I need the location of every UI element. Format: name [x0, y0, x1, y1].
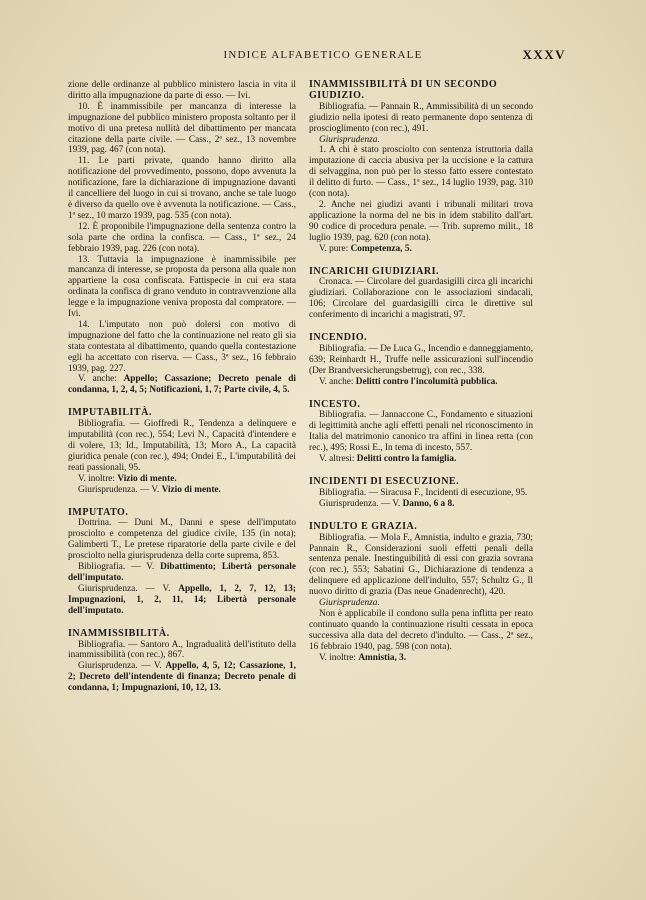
see-also-refs: Delitti contro l'incolumità pubblica.	[355, 376, 498, 387]
entry-text: 1. A chi è stato prosciolto con sentenza istruttoria dalla imputazione di caccia abusiva per la uccisione e la cattura di selvaggina, non può per lo stesso fatto essere contestato il delitto di furto. — Cass., 1ª sez., 14 luglio 1939, pag. 310 (con nota).	[309, 145, 533, 200]
entry-text: 2. Anche nei giudizi avanti i tribunali militari trova applicazione la norma del ne bis in idem stabilito dall'art. 90 codice di procedura penale. — Trib. supremo milit., 18 luglio 1939, pag. 620 (con nota).	[309, 199, 533, 243]
section-incidenti-esecuzione	[309, 477, 533, 510]
section-incendio	[309, 333, 533, 388]
jurisprudence-label: Giurisprudenza.	[319, 134, 380, 145]
jurisprudence	[68, 485, 296, 496]
running-title: INDICE ALFABETICO GENERALE	[223, 49, 423, 61]
bibliography: Bibliografia. — Pannain R., Ammissibilità di un secondo giudizio nella ipotesi di reato permanente dopo sentenza di proscioglimento (con rec.), 491.	[309, 101, 533, 134]
see-also-refs: Appello; Cassazione; Decreto penale di condanna, 1, 2, 4, 5; Notificazioni, 1, 7; Parte civile, 4, 5.	[68, 374, 296, 396]
bibliography: Bibliografia. — Mola F., Amnistia, indulto e grazia, 730; Pannain R., Considerazioni suoli effetti penali della sentenza penale. Inestinguibilità di essi con grazia sovrana (con rec.), 553; Sabatini G., Dichiarazione di tendenza a delinquere ed applicazione dell'indulto, 557; Schultz G., Il nuovo diritto di grazia (Das neue Gnadenrecht), 420.	[309, 532, 533, 598]
section-heading: INAMMISSIBILITÀ.	[68, 627, 170, 639]
entry-text: 14. L'imputato non può dolersi con motivo di impugnazione del fatto che la continuazione nel reato gli sia stata contestata al dibattimento, quando quella contestazione egli ha accettato con riserva. — Cass., 3ª sez., 16 febbraio 1939, pag. 227.	[68, 319, 296, 374]
bibliography: Bibliografia. — Jannaccone C., Fondamento e situazioni di legittimità anche agli effetti penali nel riconoscimento in Italia del matrimonio canonico tra affini in linea retta (con rec.), 495; Rossi E., In tema di incesto, 557.	[309, 410, 533, 454]
entry-text: 11. Le parti private, quando hanno diritto alla notificazione del provvedimento, possono, dopo avvenuta la notificazione, fare la dichiarazione di impugnazione davanti il cancelliere del luogo in cui si trovano, anche se tale luogo è diverso da quello ove è avvenuta la notificazione. — Cass., 1ª sez., 10 marzo 1939, pag. 535 (con nota).	[68, 156, 296, 221]
section-heading: INCARICHI GIUDIZIARI.	[309, 265, 439, 277]
jurisprudence-label: Giurisprudenza. — V.	[319, 498, 403, 509]
bibliography-label: Bibliografia. — V.	[78, 562, 161, 573]
entry-text: 13. Tuttavia la impugnazione è inammissibile per mancanza di interesse, se proposta da persona alla quale non appartiene la cosa confiscata. Fattispecie in cui era stata ordinata la confisca di grano venduto in contravvenzione alla legge e la impugnazione veniva proposta dal compratore. — Ivi.	[68, 254, 296, 320]
jurisprudence	[309, 499, 533, 510]
see-also-refs: Amnistia, 3.	[358, 652, 407, 663]
right-column	[309, 80, 533, 664]
entry-text: Non è applicabile il condono sulla pena inflitta per reato continuato quando la continuazione risulti cessata in epoca successiva alla data del decreto d'indulto. — Cass., 2ª sez., 16 febbraio 1940, pag. 598 (con nota).	[309, 608, 533, 652]
left-column	[68, 80, 296, 694]
section-heading: INCENDIO.	[309, 332, 368, 344]
entry-text: 12. È proponibile l'impugnazione della sentenza contro la sola parte che ordina la confisca. — Cass., 1ª sez., 24 febbraio 1939, pag. 226 (con nota).	[68, 221, 296, 254]
bibliography-refs: Dibattimento; Libertà personale dell'imputato.	[68, 562, 296, 583]
jurisprudence	[68, 661, 296, 694]
bibliography: Bibliografia. — Gioffredi R., Tendenza a delinquere e imputabilità (con rec.), 554; Levi N., Capacità d'intendere e di volere, 13; Id., Imputabilità, 13; Moro A., La capacità giuridica penale (con rec.), 494; Ondei E., L'imputabilità dei reati passionali, 95.	[68, 419, 296, 473]
jurisprudence-refs: Vizio di mente.	[161, 484, 221, 495]
see-also	[309, 454, 533, 465]
section-heading: INAMMISSIBILITÀ DI UN SECONDO GIUDIZIO.	[309, 79, 498, 101]
bibliography: Bibliografia. — De Luca G., Incendio e danneggiamento, 639; Reinhardt H., Truffe nelle assicurazioni sull'incendio (Der Brandversicherungsbetrug), con rec., 338.	[309, 343, 534, 376]
section-imputato	[68, 508, 296, 617]
jurisprudence-refs: Danno, 6 a 8.	[402, 498, 455, 509]
see-also	[309, 244, 533, 255]
section-heading: INCIDENTI DI ESECUZIONE.	[309, 476, 460, 487]
see-also-label: V. inoltre:	[319, 652, 359, 663]
section-heading: INCESTO.	[309, 398, 361, 410]
page-number: XXXV	[522, 47, 566, 62]
see-also	[68, 374, 296, 396]
section-incarichi-giudiziari	[309, 267, 533, 322]
see-also-label: V. pure:	[319, 243, 351, 254]
see-also	[68, 474, 296, 485]
see-also	[309, 377, 533, 388]
see-also-refs: Delitti contro la famiglia.	[356, 454, 457, 465]
see-also	[309, 653, 533, 664]
chronicle: Cronaca. — Circolare del guardasigilli circa gli incarichi giudiziari. Collaborazione con le associazioni sindacali, 106; Circolare del guardasigilli circa le direttive sul conferimento di incarichi a magistrati, 97.	[309, 277, 533, 321]
section-heading: INDULTO E GRAZIA.	[309, 520, 418, 532]
section-inammissibilita-secondo-giudizio	[309, 80, 533, 255]
see-also-label: V. anche:	[319, 376, 356, 387]
see-also-label: V. altresì:	[319, 454, 357, 465]
jurisprudence-label: Giurisprudenza. — V.	[78, 583, 179, 594]
bibliography	[68, 562, 296, 584]
jurisprudence-refs: Appello, 4, 5, 12; Cassazione, 1, 2; Decreto dell'intendente di finanza; Decreto penale di condanna, 1; Impugnazioni, 10, 12, 13.	[68, 661, 297, 694]
see-also-label: V. inoltre:	[78, 473, 118, 484]
jurisprudence-refs: Appello, 1, 2, 7, 12, 13; Impugnazioni, 1, 2, 11, 14; Libertà personale dell'imputato.	[68, 583, 296, 616]
section-indulto-grazia	[309, 522, 533, 664]
section-incesto	[309, 400, 533, 465]
bibliography: Bibliografia. — Santoro A., Ingradualità dell'istituto della inammissibilità (con rec.), 867.	[68, 639, 296, 661]
entry-text: zione delle ordinanze al pubblico ministero lascia in vita il diritto alla impugnazione da parte di esso. — Ivi.	[68, 80, 296, 101]
see-also-label: V. anche:	[78, 374, 124, 385]
bibliography: Bibliografia. — Siracusa F., Incidenti di esecuzione, 95.	[319, 487, 528, 498]
page-header	[0, 47, 646, 65]
section-imputabilita	[68, 408, 296, 495]
doctrine: Dottrina. — Duni M., Danni e spese dell'imputato prosciolto e competenza del giudice civile, 135 (in nota); Galimberti T., Le pretese riparatorie della parte civile e del prosciolto nella giurisprudenza della corte suprema, 853.	[68, 518, 296, 562]
section-inammissibilita	[68, 629, 296, 694]
see-also-refs: Vizio di mente.	[117, 473, 177, 484]
section-heading: IMPUTABILITÀ.	[68, 407, 152, 419]
jurisprudence-label: Giurisprudenza. — V.	[78, 484, 162, 495]
jurisprudence-label: Giurisprudenza.	[319, 598, 380, 609]
section-heading: IMPUTATO.	[68, 506, 129, 518]
entry-text: 10. È inammissibile per mancanza di interesse la impugnazione del pubblico ministero proposta soltanto per il motivo di una pretesa nullità del dibattimento per mancata citazione della parte civile. — Cass., 2ª sez., 13 novembre 1939, pag. 467 (con nota).	[68, 101, 296, 156]
jurisprudence-label: Giurisprudenza. — V.	[78, 661, 166, 672]
jurisprudence	[68, 584, 296, 617]
see-also-refs: Competenza, 5.	[350, 243, 412, 254]
